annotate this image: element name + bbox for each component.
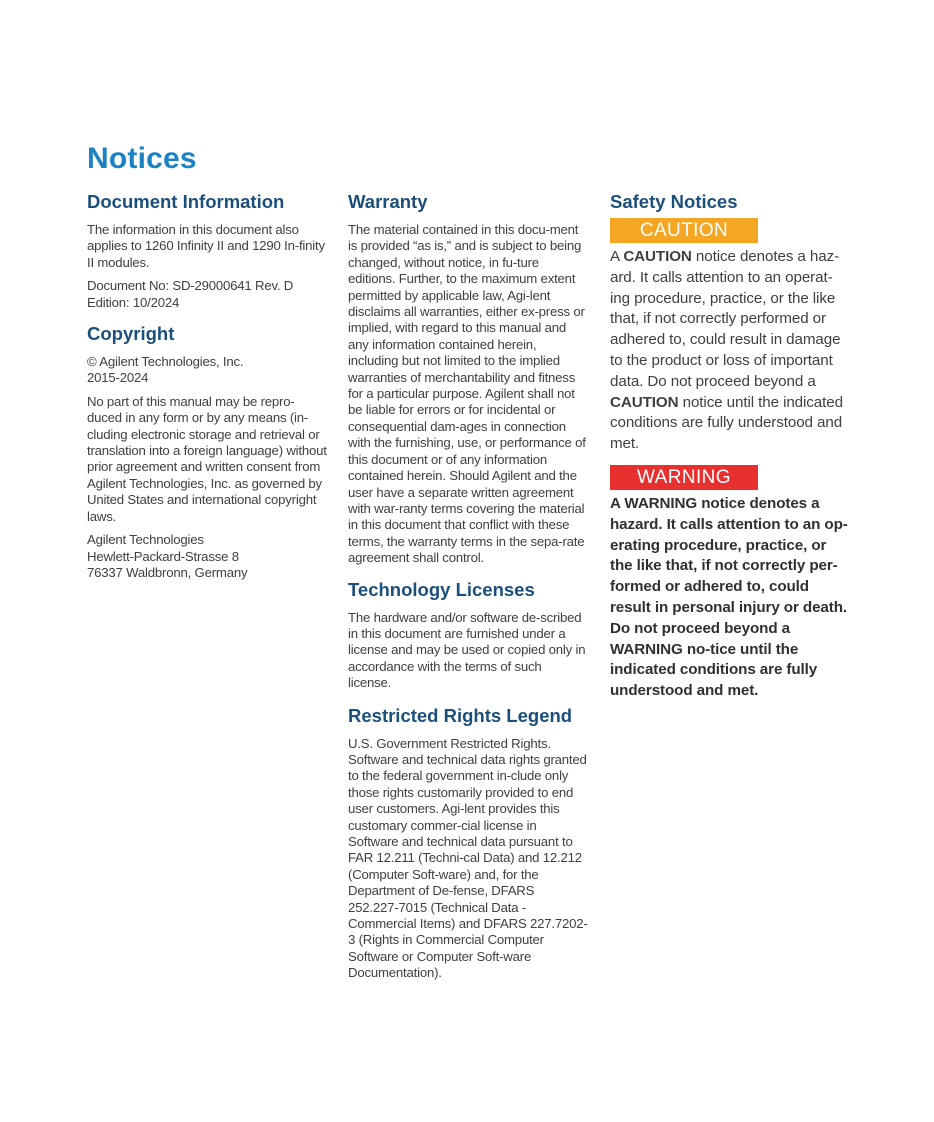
technology-licenses-text: The hardware and/or software de-scribed in this document are furnished under a license and may be used or copied only in accordance with the terms of such license. [348, 609, 586, 691]
warranty-heading: Warranty [348, 191, 428, 212]
page-title: Notices [87, 142, 197, 175]
document-number: Document No: SD-29000641 Rev. D [87, 278, 294, 294]
address-line-1: Agilent Technologies [87, 532, 204, 548]
caution-text [610, 247, 850, 455]
technology-licenses-heading: Technology Licenses [348, 578, 535, 600]
copyright-years: 2015-2024 [87, 370, 149, 386]
warranty-text: The material contained in this docu-ment is provided “as is,” and is subject to being changed, without notice, in fu-ture editions. Further, to the maximum extent permitted by applicable law, Agi-lent disclaims all warranties, either ex-press or implied, with regard to this manual and any information contained herein, including but not limited to the implied warranties of merchantability and fitness for a particular purpose. Agilent shall not be liable for errors or for incidental or consequential dam-ages in connection with the furnishing, use, or performance of this document or of any information contained herein. Should Agilent and the user have a separate written agreement with war-ranty terms covering the material in this document that conflict with these terms, the warranty terms in the sepa-rate agreement shall control. [348, 222, 586, 566]
warning-text: A WARNING notice denotes a hazard. It calls attention to an op-erating procedure, practice, or the like that, if not correctly per-formed or adhered to, could result in personal injury or death. Do not proceed beyond a WARNING no-tice until the indicated conditions are fully understood and met. [610, 494, 848, 700]
column-left [87, 190, 327, 581]
address-line-3: 76337 Waldbronn, Germany [87, 564, 248, 580]
copyright-heading: Copyright [87, 323, 175, 345]
restricted-rights-heading: Restricted Rights Legend [348, 704, 573, 726]
caution-label: CAUTION [610, 218, 758, 243]
document-information-heading: Document Information [87, 191, 285, 212]
document-information-text: The information in this document also applies to 1260 Infinity II and 1290 In-finity II modules. [87, 222, 325, 270]
caution-keyword: CAUTION [623, 248, 692, 265]
safety-notices-heading: Safety Notices [610, 191, 738, 212]
column-right [610, 190, 850, 702]
copyright-text: No part of this manual may be repro-duced in any form or by any means (in-cluding electronic storage and retrieval or translation into a foreign language) without prior agreement and written consent from Agilent Technologies, Inc. as governed by United States and international copyright laws. [87, 393, 327, 524]
caution-keyword: CAUTION [610, 393, 679, 411]
edition: Edition: 10/2024 [87, 294, 180, 310]
column-middle [348, 190, 588, 982]
caution-text-part: A [610, 248, 624, 265]
caution-text-part: notice until the indicated conditions are fully understood and met. [610, 393, 843, 453]
address-line-2: Hewlett-Packard-Strasse 8 [87, 548, 239, 564]
warning-label: WARNING [610, 465, 758, 490]
document-number-block [87, 278, 327, 311]
caution-text-part: notice denotes a haz-ard. It calls attention to an operat-ing procedure, practice, or the like that, if not correctly performed or adhered to, could result in damage to the product or loss of important data. Do not proceed beyond a [610, 248, 841, 390]
restricted-rights-text: U.S. Government Restricted Rights. Software and technical data rights granted to the federal government in-clude only those rights customarily provided to end user customers. Agi-lent provides this customary commer-cial license in Software and technical data pursuant to FAR 12.211 (Techni-cal Data) and 12.212 (Computer Soft-ware) and, for the Department of De-fense, DFARS 252.227-7015 (Technical Data - Commercial Items) and DFARS 227.7202-3 (Rights in Commercial Computer Software or Computer Soft-ware Documentation). [348, 735, 588, 981]
copyright-owner: © Agilent Technologies, Inc. [87, 354, 244, 370]
company-address [87, 532, 327, 581]
copyright-owner-block [87, 354, 327, 387]
